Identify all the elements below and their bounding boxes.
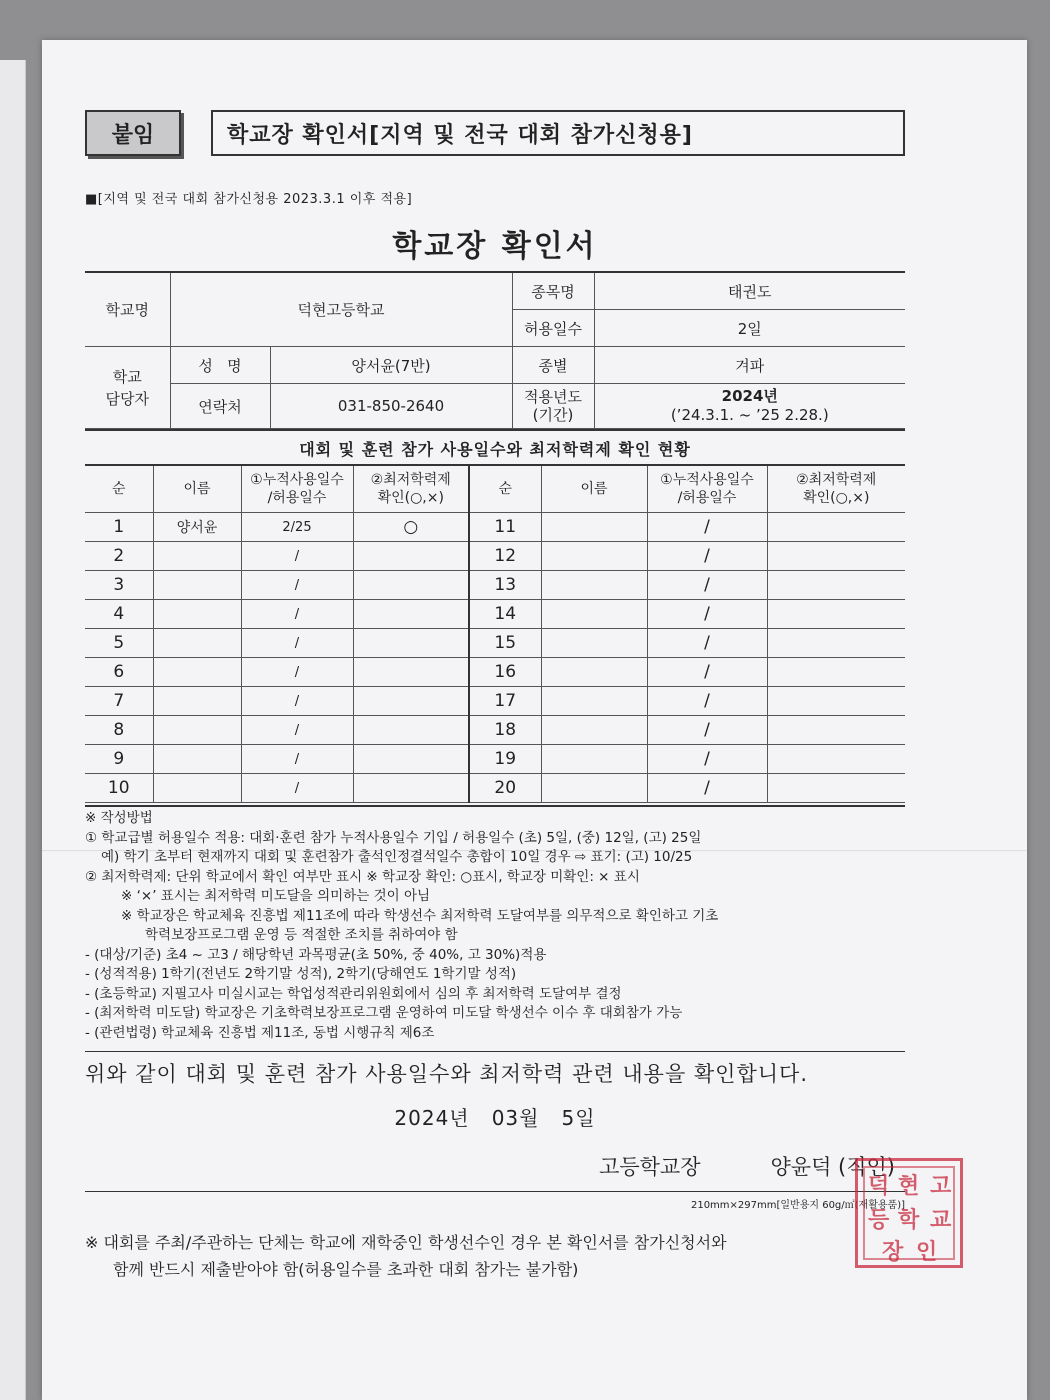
row-check-right xyxy=(767,513,905,542)
row-days: / xyxy=(241,745,353,774)
row-days: / xyxy=(241,542,353,571)
allowed-days-value: 2일 xyxy=(594,310,905,347)
page-title: 학교장 확인서 xyxy=(392,229,598,264)
row-no-right: 16 xyxy=(469,658,541,687)
row-days: / xyxy=(241,571,353,600)
table-header-row xyxy=(85,465,905,513)
row-name xyxy=(153,629,241,658)
row-days-right: / xyxy=(647,600,767,629)
note-5: - (대상/기준) 초4 ~ 고3 / 해당학년 과목평균(초 50%, 중 40%, 고 30%)적용 xyxy=(85,946,547,963)
note-4: ※ 학교장은 학교체육 진흥법 제11조에 따라 학생선수 최저학력 도달여부를 의무적으로 확인하고 기초 xyxy=(121,907,719,924)
note-3: ※ ‘×’ 표시는 최저학력 미도달을 의미하는 것이 아님 xyxy=(121,888,431,904)
row-no: 1 xyxy=(85,513,153,542)
paper-size-note: 210mm×297mm[일반용지 60g/㎡(재활용품)] xyxy=(85,1191,905,1211)
row-check-right xyxy=(767,571,905,600)
instructions xyxy=(85,805,905,1043)
apply-note: ■[지역 및 전국 대회 참가신청용 2023.3.1 이후 적용] xyxy=(85,192,413,207)
row-days: / xyxy=(241,658,353,687)
row-no: 10 xyxy=(85,774,153,803)
event-label: 종목명 xyxy=(512,272,594,310)
table-row xyxy=(85,571,905,600)
row-days-right: / xyxy=(647,658,767,687)
row-days: / xyxy=(241,600,353,629)
signer-title: 고등학교장 xyxy=(599,1155,701,1179)
school-value: 덕현고등학교 xyxy=(170,272,512,347)
year-label: 적용년도 (기간) xyxy=(512,384,594,429)
col-header-no-right: 순 xyxy=(469,465,541,513)
footer-notice xyxy=(85,1229,905,1283)
year-value-cell xyxy=(594,384,905,429)
note-2: ② 최저학력제: 단위 학교에서 확인 여부만 표시 ※ 학교장 확인: ○표시, 학교장 미확인: × 표시 xyxy=(85,868,640,885)
seal-character: 덕 xyxy=(868,1173,890,1199)
col-header-check: ②최저학력제 확인(○,×) xyxy=(353,465,469,513)
row-days-right: / xyxy=(647,513,767,542)
table-row xyxy=(85,629,905,658)
row-name-right xyxy=(541,629,647,658)
issue-date: 2024년 03월 5일 xyxy=(394,1106,596,1130)
row-no: 8 xyxy=(85,716,153,745)
row-days-right: / xyxy=(647,687,767,716)
col-header-days-right: ①누적사용일수 /허용일수 xyxy=(647,465,767,513)
row-check xyxy=(353,600,469,629)
allowed-days-label: 허용일수 xyxy=(512,310,594,347)
row-check xyxy=(353,629,469,658)
row-no: 4 xyxy=(85,600,153,629)
seal-character: 교 xyxy=(930,1207,952,1233)
attachment-tag: 붙임 xyxy=(85,110,181,156)
row-days-right: / xyxy=(647,774,767,803)
row-no: 5 xyxy=(85,629,153,658)
note-1-example: 예) 학기 초부터 현재까지 대회 및 훈련참가 출석인정결석일수 총합이 10일 경우 ⇨ 표기: (고) 10/25 xyxy=(101,849,693,865)
document-type-title: 학교장 확인서[지역 및 전국 대회 참가신청용] xyxy=(211,110,905,156)
row-name-right xyxy=(541,774,647,803)
participation-table-body xyxy=(85,465,905,803)
row-name xyxy=(153,716,241,745)
row-days: 2/25 xyxy=(241,513,353,542)
seal-character: 현 xyxy=(898,1173,920,1199)
row-check xyxy=(353,774,469,803)
row-check-right xyxy=(767,716,905,745)
col-header-no: 순 xyxy=(85,465,153,513)
row-check-right xyxy=(767,629,905,658)
footer-line-1: ※ 대회를 주최/주관하는 단체는 학교에 재학중인 학생선수인 경우 본 확인서를 참가신청서와 xyxy=(85,1233,727,1252)
name-value: 양서윤(7반) xyxy=(270,347,512,384)
table-row xyxy=(85,716,905,745)
row-name xyxy=(153,542,241,571)
year-value: 2024년 xyxy=(721,387,778,405)
footer-line-2: 함께 반드시 제출받아야 함(허용일수를 초과한 대회 참가는 불가함) xyxy=(113,1260,579,1279)
row-check xyxy=(353,542,469,571)
row-name-right xyxy=(541,658,647,687)
row-days-right: / xyxy=(647,571,767,600)
row-days-right: / xyxy=(647,745,767,774)
table-row xyxy=(85,513,905,542)
row-no-right: 20 xyxy=(469,774,541,803)
status-title: 대회 및 훈련 참가 사용일수와 최저학력제 확인 현황 xyxy=(85,429,905,464)
note-7: - (초등학교) 지필고사 미실시교는 학업성적관리위원회에서 심의 후 최저학력 도달여부 결정 xyxy=(85,985,622,1002)
seal-character: 장 xyxy=(882,1239,904,1265)
row-days: / xyxy=(241,774,353,803)
row-no-right: 14 xyxy=(469,600,541,629)
row-no-right: 12 xyxy=(469,542,541,571)
row-check xyxy=(353,687,469,716)
seal-character: 학 xyxy=(898,1207,920,1233)
table-row xyxy=(85,658,905,687)
row-name-right xyxy=(541,513,647,542)
row-check-right xyxy=(767,687,905,716)
table-row xyxy=(85,774,905,803)
participation-table xyxy=(85,464,905,803)
row-name-right xyxy=(541,716,647,745)
confirmation-statement: 위와 같이 대회 및 훈련 참가 사용일수와 최저학력 관련 내용을 확인합니다. xyxy=(85,1051,905,1088)
contact-person-label: 학교 담당자 xyxy=(85,347,170,429)
row-no: 3 xyxy=(85,571,153,600)
row-no: 9 xyxy=(85,745,153,774)
row-name-right xyxy=(541,687,647,716)
row-check-right xyxy=(767,745,905,774)
signature-line xyxy=(85,1151,905,1181)
row-check-right xyxy=(767,600,905,629)
row-check xyxy=(353,716,469,745)
row-days-right: / xyxy=(647,629,767,658)
row-name-right xyxy=(541,745,647,774)
name-label: 성 명 xyxy=(170,347,270,384)
event-value: 태권도 xyxy=(594,272,905,310)
row-name xyxy=(153,774,241,803)
row-check xyxy=(353,571,469,600)
row-name xyxy=(153,571,241,600)
col-header-name: 이름 xyxy=(153,465,241,513)
official-seal xyxy=(855,1158,963,1268)
table-row xyxy=(85,600,905,629)
school-label: 학교명 xyxy=(85,272,170,347)
document-content xyxy=(85,108,905,1283)
row-days-right: / xyxy=(647,542,767,571)
row-check-right xyxy=(767,542,905,571)
row-no-right: 13 xyxy=(469,571,541,600)
row-no-right: 17 xyxy=(469,687,541,716)
table-row xyxy=(85,542,905,571)
row-name: 양서윤 xyxy=(153,513,241,542)
row-no: 2 xyxy=(85,542,153,571)
category-value: 겨파 xyxy=(594,347,905,384)
table-row xyxy=(85,745,905,774)
row-check xyxy=(353,658,469,687)
row-days-right: / xyxy=(647,716,767,745)
row-name xyxy=(153,687,241,716)
row-name-right xyxy=(541,571,647,600)
row-no-right: 19 xyxy=(469,745,541,774)
phone-label: 연락처 xyxy=(170,384,270,429)
row-check xyxy=(353,745,469,774)
row-no-right: 11 xyxy=(469,513,541,542)
row-no-right: 15 xyxy=(469,629,541,658)
seal-character: 인 xyxy=(916,1239,938,1265)
row-name xyxy=(153,600,241,629)
note-9: - (관련법령) 학교체육 진흥법 제11조, 동법 시행규칙 제6조 xyxy=(85,1024,435,1041)
note-6: - (성적적용) 1학기(전년도 2학기말 성적), 2학기(당해연도 1학기말 성적) xyxy=(85,966,517,982)
note-8: - (최저학력 미도달) 학교장은 기초학력보장프로그램 운영하여 미도달 학생선수 이수 후 대회참가 가능 xyxy=(85,1005,683,1021)
note-1: ① 학교급별 허용일수 적용: 대회·훈련 참가 누적사용일수 기입 / 허용일수 (초) 5일, (중) 12일, (고) 25일 xyxy=(85,829,702,846)
seal-character: 고 xyxy=(930,1173,952,1199)
row-name xyxy=(153,658,241,687)
seal-character: 등 xyxy=(868,1207,890,1233)
row-check-right xyxy=(767,774,905,803)
table-row xyxy=(85,687,905,716)
adjacent-paper-edge xyxy=(0,60,26,1400)
phone-value: 031-850-2640 xyxy=(270,384,512,429)
school-info-table xyxy=(85,271,905,429)
col-header-name-right: 이름 xyxy=(541,465,647,513)
row-name-right xyxy=(541,542,647,571)
note-4-cont: 학력보장프로그램 운영 등 적절한 조치를 취하여야 함 xyxy=(145,927,458,943)
document-header xyxy=(85,108,905,158)
row-name xyxy=(153,745,241,774)
col-header-check-right: ②최저학력제 확인(○,×) xyxy=(767,465,905,513)
instructions-heading: ※ 작성방법 xyxy=(85,810,153,826)
row-no: 7 xyxy=(85,687,153,716)
row-check: ○ xyxy=(353,513,469,542)
category-label: 종별 xyxy=(512,347,594,384)
period-value: (’24.3.1. ~ ’25 2.28.) xyxy=(670,406,829,424)
row-check-right xyxy=(767,658,905,687)
row-no-right: 18 xyxy=(469,716,541,745)
row-days: / xyxy=(241,716,353,745)
row-no: 6 xyxy=(85,658,153,687)
row-days: / xyxy=(241,687,353,716)
row-days: / xyxy=(241,629,353,658)
signer-name: 양윤덕 (직인) xyxy=(770,1155,895,1179)
col-header-days: ①누적사용일수 /허용일수 xyxy=(241,465,353,513)
row-name-right xyxy=(541,600,647,629)
